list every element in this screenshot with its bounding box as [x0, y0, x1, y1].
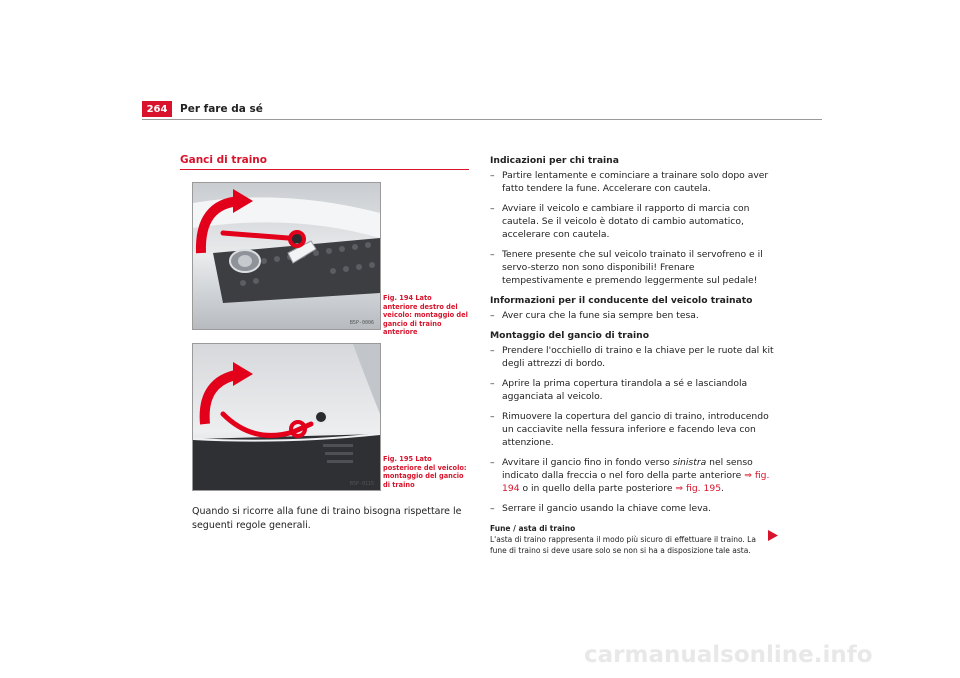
figure-rear-towing-hook — [192, 343, 381, 491]
figure-front-towing-hook — [192, 182, 381, 330]
list-item: – Avvitare il gancio fino in fondo verso sinistra nel senso indicato dalla freccia o nel foro della parte anteriore ⇒ fig. 194 o in quello della parte posteriore ⇒ fig. 195. — [490, 457, 770, 494]
intro-paragraph: Quando si ricorre alla fune di traino bisogna rispettare le seguenti regole generali. — [192, 506, 462, 531]
list-item: – Serrare il gancio usando la chiave come leva. — [490, 503, 712, 514]
figure-194-caption: Fig. 194 Lato anteriore destro del veicolo: montaggio del gancio di traino anteriore — [383, 294, 468, 336]
page-number: 264 — [142, 101, 172, 117]
figure-195-link[interactable]: ⇒ fig. 195 — [675, 483, 722, 494]
figure-code: B5P-0115 — [349, 481, 374, 487]
rear-bumper-illustration — [193, 344, 380, 490]
list-item: – Prendere l'occhiello di traino e la chiave per le ruote dal kit degli attrezzi di bordo. — [490, 345, 774, 369]
note-title: Fune / asta di traino — [490, 524, 576, 533]
list-item: – Partire lentamente e cominciare a trainare solo dopo aver fatto tendere la fune. Accelerare con cautela. — [490, 170, 769, 194]
watermark: carmanualsonline.info — [584, 642, 873, 668]
subheading-towed-driver: Informazioni per il conducente del veicolo trainato — [490, 295, 753, 306]
list-item: – Aver cura che la fune sia sempre ben tesa. — [490, 310, 699, 321]
note-text: L'asta di traino rappresenta il modo più sicuro di effettuare il traino. La fune di traino si deve usare solo se non si ha a disposizione tale asta. — [490, 535, 756, 555]
figure-code: B5P-0006 — [349, 320, 374, 326]
list-item: – Tenere presente che sul veicolo trainato il servofreno e il servo-sterzo non sono disponibili! Frenare tempestivamente e premendo leggermente sul pedale! — [490, 249, 763, 286]
section-title: Ganci di traino — [180, 154, 267, 166]
instructions-column — [490, 154, 775, 556]
header-rule — [142, 119, 822, 120]
subheading-tower: Indicazioni per chi traina — [490, 155, 619, 166]
figure-194-link[interactable]: ⇒ fig. 194 — [502, 470, 770, 494]
section-rule — [180, 169, 469, 170]
subheading-mounting: Montaggio del gancio di traino — [490, 330, 650, 341]
list-item: – Avviare il veicolo e cambiare il rapporto di marcia con cautela. Se il veicolo è dotato di cambio automatico, accelerare con cautela. — [490, 203, 750, 240]
figure-195-caption: Fig. 195 Lato posteriore del veicolo: montaggio del gancio di traino — [383, 455, 467, 489]
header-title: Per fare da sé — [180, 103, 263, 115]
front-bumper-illustration — [193, 183, 380, 329]
list-item: – Aprire la prima copertura tirandola a sé e lasciandola agganciata al veicolo. — [490, 378, 748, 402]
list-item: – Rimuovere la copertura del gancio di traino, introducendo un cacciavite nella fessura inferiore e facendo leva con attenzione. — [490, 411, 769, 448]
continue-arrow-icon[interactable] — [768, 526, 778, 545]
